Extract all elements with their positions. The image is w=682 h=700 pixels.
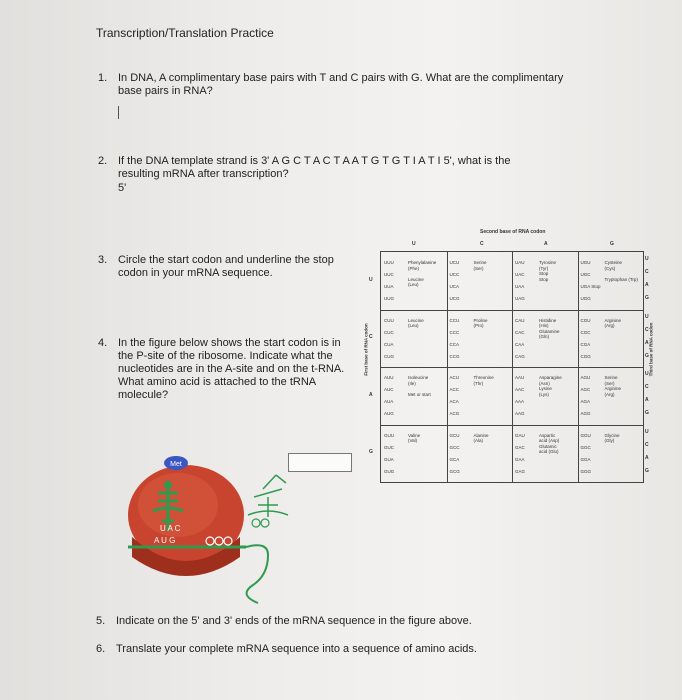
second-base-u: U: [412, 241, 416, 247]
amino-acid-cell: Arginine (Arg): [604, 317, 622, 328]
amino-acid-cell: Leucine (Leu): [408, 317, 424, 328]
codon-cell: CUU CUC CUA CUG: [384, 317, 394, 359]
question-text: If the DNA template strand is 3' A G C T A C T A A T G T G T I A T I 5', what is the resulting mRNA after transcription?: [118, 155, 511, 180]
codon-cell: ACU ACC ACA ACG: [449, 375, 460, 416]
codon-cell: AGU AGC AGA AGG: [580, 375, 591, 416]
first-base-letter: G: [369, 449, 373, 456]
question-text: In the figure below shows the start codon is in the P-site of the ribosome. Indicate what the nucleotides are in the A-site and on the t-RNA. What amino acid is attached to the tRNA molecule?: [118, 337, 345, 401]
codon-table-top-header: Second base of RNA codon: [480, 229, 546, 235]
question-number: 5.: [96, 615, 106, 627]
codon-cell: UUU UUC UUA UUG: [384, 260, 394, 301]
amino-acid-cell: Serine (Ser) Arginine (Arg): [604, 375, 622, 397]
codon-cell: UAU UAC UAA UAG: [515, 260, 525, 301]
codon-cell: UCU UCC UCA UCG: [449, 260, 460, 301]
third-base-letter: U: [645, 428, 649, 435]
amino-acid-cell: Phenylalanine (Phe) Leucine (Leu): [408, 260, 437, 287]
anticodon-label: U A C: [160, 524, 181, 533]
codon-cell: AAU AAC AAA AAG: [515, 375, 525, 416]
codon-cell: GAU GAC GAA GAG: [515, 432, 526, 474]
codon-cell: CGU CGC CGA CGG: [580, 317, 591, 359]
incoming-trna: [248, 475, 288, 527]
question-text: In DNA, A complimentary base pairs with T and C pairs with G. What are the complimentary base pairs in RNA?: [118, 72, 564, 97]
answer-5prime: 5': [118, 182, 127, 194]
amino-acid-cell: Asparagine (Asn) Lysine (Lys): [539, 375, 562, 397]
codon-table-right-header: Third base of RNA codon: [648, 322, 654, 377]
question-number: 3.: [98, 254, 108, 266]
codon-cell: CAU CAC CAA CAG: [515, 317, 525, 359]
amino-acid-cell: Tyrosine (Tyr) Stop Stop: [539, 260, 557, 282]
third-base-letter: C: [645, 326, 649, 333]
question-text: Indicate on the 5' and 3' ends of the mRNA sequence in the figure above.: [116, 615, 472, 627]
amino-acid-cell: Serine (Ser): [473, 260, 487, 271]
third-base-letter: A: [645, 282, 649, 288]
second-base-c: C: [480, 241, 484, 247]
first-base-letter: C: [369, 334, 373, 341]
codon-label: A U G: [154, 536, 176, 545]
question-text: Circle the start codon and underline the stop codon in your mRNA sequence.: [118, 254, 334, 279]
first-base-letter: U: [369, 276, 373, 283]
first-base-letter: A: [369, 391, 373, 398]
third-base-letter: C: [645, 384, 649, 390]
question-number: 2.: [98, 155, 108, 167]
codon-cell: GGU GGC GGA GGG: [580, 432, 592, 474]
third-base-letter: U: [645, 371, 649, 377]
amino-acid-cell: Isoleucine (Ile) Met or start: [408, 375, 431, 397]
third-base-letter: C: [645, 269, 649, 275]
amino-acid-cell: Threonine (Thr): [473, 375, 494, 386]
second-base-g: G: [610, 241, 614, 247]
met-badge: [164, 456, 188, 470]
amino-acid-cell: Proline (Pro): [473, 317, 488, 328]
question-number: 4.: [98, 337, 108, 349]
codon-table-left-header: First base of RNA codon: [363, 323, 369, 376]
second-base-a: A: [544, 241, 548, 247]
third-base-letter: U: [645, 313, 649, 320]
third-base-letter: C: [645, 441, 649, 448]
text-cursor: [118, 106, 119, 119]
codon-cell: UGU UGC UGA Stop UGG: [580, 260, 601, 301]
third-base-letter: U: [645, 256, 649, 262]
third-base-letter: A: [645, 339, 649, 346]
met-label: Met: [170, 461, 182, 468]
codon-table-grid: [369, 251, 649, 483]
amino-acid-cell: Cysteine (Cys) Tryptophan (Trp): [604, 260, 638, 282]
question-text: Translate your complete mRNA sequence into a sequence of amino acids.: [116, 643, 477, 655]
third-base-letter: A: [645, 454, 649, 461]
amino-acid-cell: Histidine (His) Glutamine (Gln): [539, 317, 560, 339]
third-base-letter: G: [645, 352, 649, 359]
question-number: 1.: [98, 72, 108, 84]
amino-acid-cell: Alanine (Ala): [473, 432, 489, 443]
page-title: Transcription/Translation Practice: [96, 26, 274, 40]
third-base-letter: G: [645, 410, 649, 416]
third-base-letter: G: [645, 295, 649, 301]
amino-acid-cell: Aspartic acid (Asp) Glutamic acid (Glu): [539, 432, 560, 454]
third-base-letter: A: [645, 397, 649, 403]
codon-cell: AUU AUC AUA AUG: [384, 375, 394, 416]
amino-acid-cell: Valine (Val): [408, 432, 421, 443]
question-number: 6.: [96, 643, 106, 655]
codon-cell: GUU GUC GUA GUG: [384, 432, 395, 474]
third-base-letter: G: [645, 467, 649, 474]
codon-cell: CCU CCC CCA CCG: [449, 317, 460, 359]
codon-table: [362, 229, 664, 485]
codon-cell: GCU GCC GCA GCG: [449, 432, 460, 474]
amino-acid-answer-box[interactable]: [288, 453, 352, 472]
amino-acid-cell: Glycine (Gly): [604, 432, 620, 443]
